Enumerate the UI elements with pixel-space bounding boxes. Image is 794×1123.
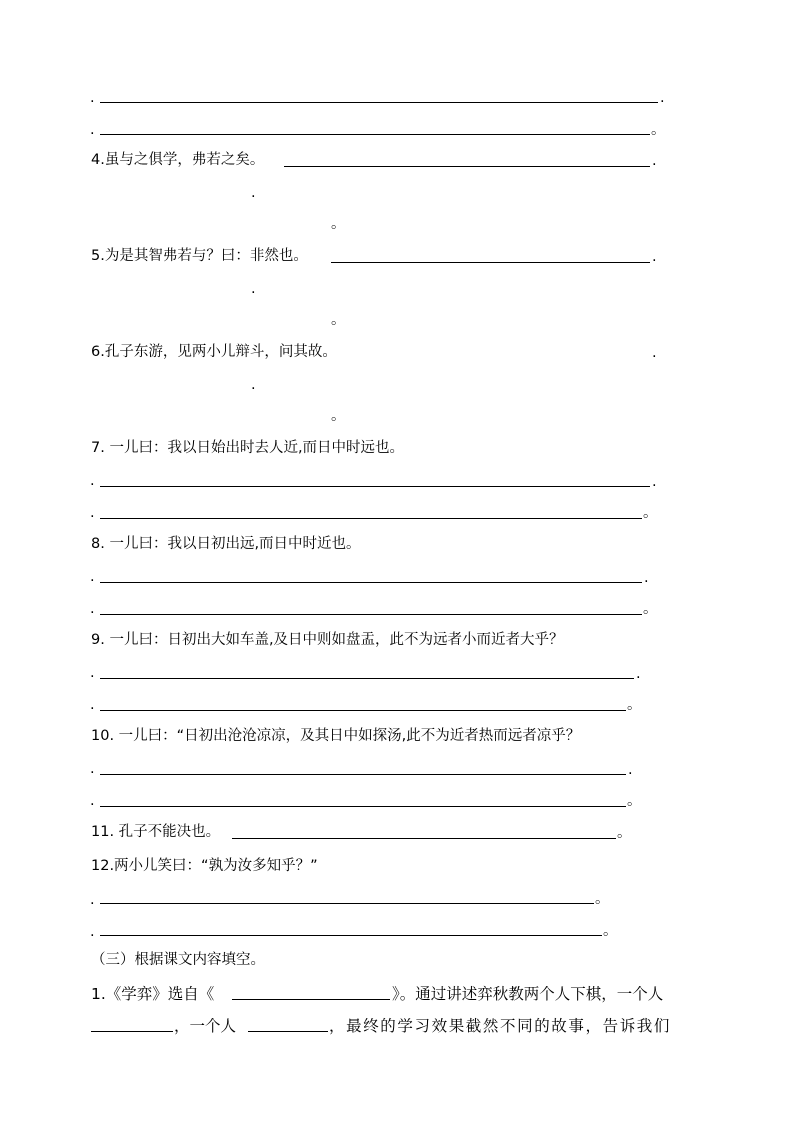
- answer-line[interactable]: [100, 935, 602, 936]
- period-mark: .: [90, 90, 95, 106]
- answer-line[interactable]: [100, 774, 626, 775]
- fill-q1-part3: ，一个人: [174, 1017, 237, 1035]
- answer-line[interactable]: [100, 806, 626, 807]
- answer-line[interactable]: [232, 838, 616, 839]
- full-stop-mark: 。: [603, 923, 618, 939]
- period-mark: .: [636, 666, 641, 682]
- question-9: 9. 一儿曰：日初出大如车盖,及日中则如盘盂，此不为远者小而近者大乎？: [91, 632, 564, 648]
- question-10: 10. 一儿曰：“日初出沧沧凉凉，及其日中如探汤,此不为近者热而远者凉乎？: [91, 728, 581, 744]
- answer-line[interactable]: [100, 518, 642, 519]
- full-stop-mark: 。: [643, 601, 658, 617]
- period-mark: .: [90, 601, 95, 617]
- question-4: 4.虽与之俱学，弗若之矣。: [91, 152, 265, 168]
- question-8: 8. 一儿曰：我以日初出远,而日中时近也。: [91, 536, 361, 552]
- full-stop-mark: 。: [651, 122, 666, 138]
- period-mark: .: [660, 90, 665, 106]
- fill-q1-part1: 1.《学弈》选自《: [91, 985, 215, 1003]
- full-stop-mark: 。: [643, 505, 658, 521]
- answer-line[interactable]: [100, 134, 650, 135]
- question-5: 5.为是其智弗若与？曰：非然也。: [91, 248, 308, 264]
- section-3-title: （三）根据课文内容填空。: [91, 952, 265, 968]
- period-mark: .: [628, 762, 633, 778]
- period-mark: .: [90, 665, 95, 681]
- period-mark: .: [90, 892, 95, 908]
- answer-line[interactable]: [331, 262, 650, 263]
- answer-line[interactable]: [100, 486, 650, 487]
- period-mark: .: [90, 697, 95, 713]
- answer-line[interactable]: [100, 678, 634, 679]
- answer-line[interactable]: [284, 166, 650, 167]
- answer-line[interactable]: [248, 1031, 328, 1032]
- full-stop-mark: 。: [627, 697, 642, 713]
- answer-line[interactable]: [100, 614, 642, 615]
- full-stop-mark: 。: [331, 216, 346, 232]
- period-mark: .: [90, 569, 95, 585]
- answer-line[interactable]: [100, 582, 642, 583]
- answer-line[interactable]: [100, 903, 594, 904]
- fill-q1-part4: ，最终的学习效果截然不同的故事，告诉我们: [329, 1017, 672, 1035]
- period-mark: .: [90, 473, 95, 489]
- period-mark: .: [90, 761, 95, 777]
- answer-line[interactable]: [91, 1031, 173, 1032]
- period-mark: .: [652, 345, 657, 361]
- full-stop-mark: 。: [331, 312, 346, 328]
- answer-line[interactable]: [100, 710, 626, 711]
- question-6: 6.孔子东游，见两小儿辩斗，问其故。: [91, 344, 337, 360]
- period-mark: .: [251, 377, 256, 393]
- period-mark: .: [90, 793, 95, 809]
- full-stop-mark: 。: [595, 891, 610, 907]
- question-11: 11. 孔子不能决也。: [91, 824, 221, 840]
- fill-q1-part2: 》。通过讲述弈秋教两个人下棋，一个人: [392, 985, 664, 1003]
- period-mark: .: [251, 185, 256, 201]
- answer-line[interactable]: [232, 999, 390, 1000]
- answer-line[interactable]: [100, 102, 658, 103]
- period-mark: .: [90, 924, 95, 940]
- period-mark: .: [644, 570, 649, 586]
- period-mark: .: [652, 249, 657, 265]
- period-mark: .: [652, 153, 657, 169]
- full-stop-mark: 。: [331, 408, 346, 424]
- full-stop-mark: 。: [627, 793, 642, 809]
- question-7: 7. 一儿曰：我以日始出时去人近,而日中时远也。: [91, 440, 405, 456]
- period-mark: .: [251, 281, 256, 297]
- period-mark: .: [90, 122, 95, 138]
- period-mark: .: [652, 474, 657, 490]
- period-mark: .: [90, 505, 95, 521]
- question-12: 12.两小儿笑曰：“孰为汝多知乎？”: [91, 858, 318, 874]
- full-stop-mark: 。: [617, 825, 632, 841]
